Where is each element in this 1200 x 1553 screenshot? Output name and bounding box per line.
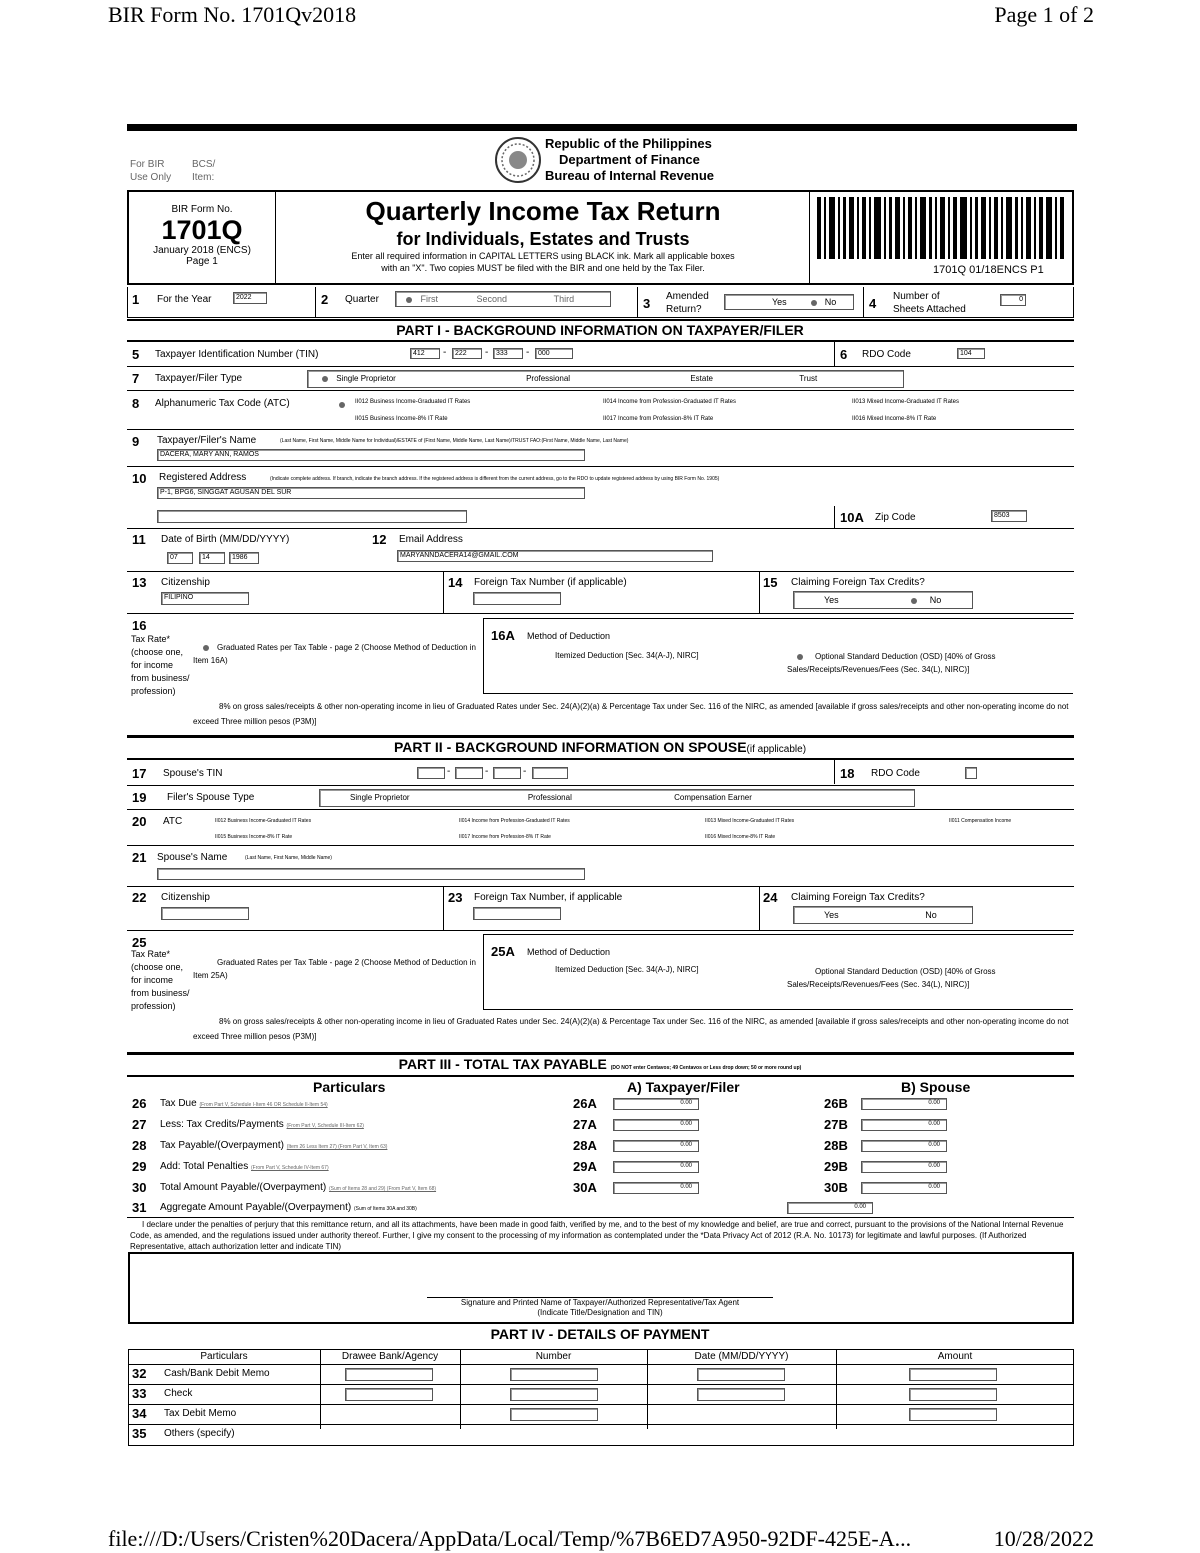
dob-day[interactable]: 14 [199, 552, 225, 564]
print-footer-right: 10/28/2022 [993, 1526, 1094, 1551]
amended-no-radio[interactable] [811, 300, 817, 306]
row-code-a: 27A [573, 1117, 597, 1132]
print-footer-left: file:///D:/Users/Cristen%20Dacera/AppData/Local/Temp/%7B6ED7A950-92DF-425E-A... [108, 1526, 912, 1551]
payment-row-number: 33 [132, 1386, 147, 1401]
row-label: Add: Total Penalties (From Part V, Schedule IV-Item 67) [160, 1161, 329, 1172]
spouse-citizenship-field[interactable] [161, 907, 249, 920]
spouse-name-field[interactable] [157, 868, 585, 880]
spouse-type-selector[interactable]: Single Proprietor Professional Compensation Earner [319, 789, 915, 807]
print-header-left: BIR Form No. 1701Qv2018 [108, 2, 357, 27]
row-code-b: 30B [824, 1180, 848, 1195]
year-field[interactable]: 2022 [233, 292, 267, 304]
payment-number-field[interactable] [510, 1368, 598, 1381]
row-number: 26 [132, 1096, 147, 1111]
dob-month[interactable]: 07 [167, 552, 193, 564]
spouse-tin-part2[interactable] [455, 767, 483, 779]
quarter-first-radio[interactable] [406, 297, 412, 303]
address-line2-field[interactable] [157, 510, 467, 523]
rdo-field[interactable]: 104 [957, 348, 985, 359]
payment-row-label: Cash/Bank Debit Memo [164, 1368, 270, 1379]
tin-part4[interactable]: 000 [535, 348, 573, 359]
form-number: 1701Q [161, 215, 243, 245]
payment-row-label: Check [164, 1388, 193, 1399]
spouse-rdo-field[interactable] [965, 767, 977, 779]
amended-selector[interactable]: Yes No [724, 294, 854, 310]
row-code-b: 28B [824, 1138, 848, 1153]
payment-number-field[interactable] [510, 1388, 598, 1401]
zip-field[interactable]: 8503 [991, 510, 1027, 522]
for-bir-use: For BIR Use Only [130, 159, 172, 183]
payment-number-field[interactable] [510, 1408, 598, 1421]
part4-title: PART IV - DETAILS OF PAYMENT [490, 1326, 710, 1342]
bcs-item: BCS/ Item: [192, 159, 216, 183]
row-code-a: 30A [573, 1180, 597, 1195]
spouse-tin-part4[interactable] [532, 767, 568, 779]
form-subtitle: for Individuals, Estates and Trusts [396, 229, 690, 249]
quarter-selector[interactable]: First Second Third [395, 291, 611, 307]
drawee-bank-field[interactable] [345, 1388, 433, 1401]
row-number: 29 [132, 1159, 147, 1174]
declaration-text: I declare under the penalties of perjury that this remittance return, and all its attachments, have been made in good faith, verified by me, and to the best of my knowledge and belief, are true and correct, pursuant to the provisions of the National Internal Revenue Code, as amended, and the regulations issued under authority thereof. Further, I give my consent to the processing of my information as contemplated under the *Data Privacy Act of 2012 (R.A. No. 10173) for legitimate and lawful purposes. (If Authorized Representative, attach authorization letter and indicate TIN) [130, 1220, 1064, 1251]
atc-ii012-radio[interactable] [339, 402, 345, 408]
payment-row-label: Tax Debit Memo [164, 1408, 237, 1419]
part3-title: PART III - TOTAL TAX PAYABLE (DO NOT enter Centavos; 49 Centavos or Less drop down; 50 or more round up) [398, 1056, 802, 1072]
part2-title: PART II - BACKGROUND INFORMATION ON SPOUSE(if applicable) [393, 739, 807, 755]
amount-field-a[interactable]: 0.00 [613, 1140, 699, 1152]
amount-field-b[interactable]: 0.00 [861, 1119, 947, 1131]
barcode-code: 1701Q 01/18ENCS P1 [933, 264, 1044, 276]
sheets-field[interactable]: 0 [1000, 294, 1026, 306]
payment-date-field[interactable] [697, 1368, 785, 1381]
payment-amount-field[interactable] [909, 1388, 997, 1401]
payment-row-number: 34 [132, 1406, 147, 1421]
bir-seal-icon [494, 136, 542, 184]
payment-row-number: 32 [132, 1366, 147, 1381]
tin-part1[interactable]: 412 [410, 348, 440, 359]
form-title: Quarterly Income Tax Return [365, 196, 721, 226]
amount-field-b[interactable]: 0.00 [861, 1098, 947, 1110]
taxpayer-name-field[interactable]: DACERA, MARY ANN, RAMOS [157, 449, 585, 461]
email-field[interactable]: MARYANNDACERA14@GMAIL.COM [397, 550, 713, 562]
spouse-tin-part1[interactable] [417, 767, 445, 779]
payment-row-number: 35 [132, 1426, 147, 1441]
payment-amount-field[interactable] [909, 1408, 997, 1421]
row-number: 30 [132, 1180, 147, 1195]
amount-field-b[interactable]: 0.00 [861, 1140, 947, 1152]
barcode-icon [815, 197, 1067, 259]
part1-title: PART I - BACKGROUND INFORMATION ON TAXPAYER/FILER [396, 322, 804, 338]
spouse-tin-part3[interactable] [493, 767, 521, 779]
taxpayer-type-selector[interactable]: Single Proprietor Professional Estate Trust [307, 370, 904, 388]
spouse-foreign-credit-selector[interactable]: Yes No [793, 906, 973, 924]
print-header-right: Page 1 of 2 [994, 2, 1094, 27]
dob-year[interactable]: 1986 [229, 552, 259, 564]
amount-field-a[interactable]: 0.00 [613, 1098, 699, 1110]
row-code-a: 28A [573, 1138, 597, 1153]
tin-part2[interactable]: 222 [452, 348, 482, 359]
amount-field-b[interactable]: 0.00 [861, 1161, 947, 1173]
row-label: Tax Payable/(Overpayment) (Item 26 Less Item 27) (From Part V, Item 63) [160, 1140, 388, 1151]
payment-row-label: Others (specify) [164, 1428, 235, 1439]
form-number-block: BIR Form No. 1701Q January 2018 (ENCS) Page 1 [129, 204, 275, 267]
amount-field-a[interactable]: 0.00 [613, 1119, 699, 1131]
foreign-credit-selector[interactable]: Yes No [793, 591, 973, 609]
agency-name: Republic of the Philippines Department of Finance Bureau of Internal Revenue [545, 136, 715, 183]
payment-date-field[interactable] [697, 1388, 785, 1401]
row-code-a: 26A [573, 1096, 597, 1111]
row-label: Total Amount Payable/(Overpayment) (Sum of Items 28 and 29) (From Part V, Item 68) [160, 1182, 437, 1193]
top-rule [127, 124, 1077, 131]
row-number: 27 [132, 1117, 147, 1132]
aggregate-amount-field[interactable]: 0.00 [787, 1202, 873, 1214]
address-line1-field[interactable]: P-1, BPG6, SINGGAT AGUSAN DEL SUR [157, 487, 585, 499]
single-proprietor-radio[interactable] [322, 376, 328, 382]
amount-field-a[interactable]: 0.00 [613, 1161, 699, 1173]
form-title-block: Quarterly Income Tax Return for Individuals, Estates and Trusts Enter all required information in CAPITAL LETTERS using BLACK ink. Mark all applicable boxes with an "X". Two copies MUST be filed with the BIR and one held by the Tax Filer. [277, 196, 809, 274]
payment-amount-field[interactable] [909, 1368, 997, 1381]
row-number: 28 [132, 1138, 147, 1153]
row-code-a: 29A [573, 1159, 597, 1174]
foreign-tax-number-field[interactable] [473, 592, 561, 605]
tin-part3[interactable]: 333 [493, 348, 523, 359]
row-code-b: 27B [824, 1117, 848, 1132]
row-label: Tax Due (From Part V, Schedule I-Item 46 OR Schedule II-Item 54) [160, 1098, 328, 1109]
amount-field-a[interactable]: 0.00 [613, 1182, 699, 1194]
row-code-b: 26B [824, 1096, 848, 1111]
drawee-bank-field[interactable] [345, 1368, 433, 1381]
amount-field-b[interactable]: 0.00 [861, 1182, 947, 1194]
form-1701q: For BIR Use Only BCS/ Item: Republic of the Philippines Department of Finance Bureau of Internal Revenue BIR Form No. 1701Q January 2018 (ENCS) Page 1 Quarterly Income Tax Return for Individuals, Estates and Trusts Enter all required information in CAPITAL LETTERS using BLACK ink. Mark all applicable boxes with an "X". Two copies MUST be filed with the BIR and one held by the Tax Filer. 1701Q 01/18ENCS P1 1 For the Year 2022 2 Quarter First Second Third 3 Amended Return? Yes No 4 Number of Sheets Attached 0 PART I - BACKGROUND INFORMATION ON TAXPAYER/FILER 5 Taxpayer Identification Number (TIN) 412 - 222 - 333 - 000 6 RDO Code 104 7 Taxpayer/Filer Type Single Proprietor Professional Estate Trust 8 Alphanumeric Tax Code (ATC) II012 Business Income-Graduated IT Rates II015 Business Income-8% IT Rate II014 Income from Profession-Graduated IT Rates II017 Income from Profession-8% IT Rate II013 Mixed Income-Graduated IT Rates II016 Mixed Income-8% IT Rate 9 Taxpayer/Filer's Name (Last Name, First Name, Middle Name for Individual)/ESTATE of (First Name, Middle Name, Last Name)/TRUST FAO:(First Name, Middle Name, Last Name) DACERA, MARY ANN, RAMOS 10 Registered Address (Indicate complete address. If branch, indicate the branch address. If the registered address is different from the current address, go to the RDO to update registered address by using BIR Form No. 1905) P-1, BPG6, SINGGAT AGUSAN DEL SUR 10A Zip Code 8503 11 Date of Birth (MM/DD/YYYY) 07 14 1986 12 Email Address MARYANNDACERA14@GMAIL.COM 13 Citizenship FILIPINO 14 Foreign Tax Number (if applicable) 15 Claiming Foreign Tax Credits? Yes No 16 Tax Rate* (choose one, for income from business/ profession) Graduated Rates per Tax Table - page 2 (Choose Method of Deduction in Item 16A) 16A Method of Deduction Itemized Deduction [Sec. 34(A-J), NIRC] Optional Standard Deduction (OSD) [40% of Gross Sales/Receipts/Revenues/Fees (Sec. 34(L), NIRC)] 8% on gross sales/receipts & other non-operating income in lieu of Graduated Rates under Sec. 24(A)(2)(a) & Percentage Tax under Sec. 116 of the NIRC, as amended [available if gross sales/receipts and other non-operating income do not exceed Three million pesos (P3M)] PART II - BACKGROUND INFORMATION ON SPOUSE(if applicable) 17 Spouse's TIN - - - 18 RDO Code 19 Filer's Spouse Type Single Proprietor Professional Compensation Earner 20 ATC II012 Business Income-Graduated IT Rates II015 Business Income-8% IT Rate II014 Income from Profession-Graduated IT Rates II017 Income from Profession-8% IT Rate II013 Mixed Income-Graduated IT Rates II016 Mixed Income-8% IT Rate II011 Compensation Income 21 Spouse's Name (Last Name, First Name, Middle Name) 22 Citizenship 23 Foreign Tax Number, if applicable 24 Claiming Foreign Tax Credits? Yes No 25 Tax Rate* (choose one, for income from business/ profession) Graduated Rates per Tax Table - page 2 (Choose Method of Deduction in Item 25A) 25A Method of Deduction Itemized Deduction [Sec. 34(A-J), NIRC] Optional Standard Deduction (OSD) [40% of Gross Sales/Receipts/Revenues/Fees (Sec. 34(L), NIRC)] 8% on gross sales/receipts & other non-operating income in lieu of Graduated Rates under Sec. 24(A)(2)(a) & Percentage Tax under Sec. 116 of the NIRC, as amended [available if gross sales/receipts and other non-operating income do not exceed Three million pesos (P3M)] PART III - TOTAL TAX PAYABLE (DO NOT enter Centavos; 49 Centavos or Less drop down; 50 or more round up) Particulars A) Taxpayer/Filer B) Spouse 26 Tax Due (From Part V, Schedule I-Item 46 OR Schedule II-Item 54) 26A 0.00 26B 0.00 27 Less: Tax Credits/Payments (From Part V, Schedule III-Item 62) 27A 0.00 27B 0.00 28 Tax Payable/(Overpayment) (Item 26 Less Item 27) (From Part V, Item 63) 28A 0.00 28B 0.00 29 Add: Total Penalties (From Part V, Schedule IV-Item 67) 29A 0.00 29B 0.00 30 Total Amount Payable/(Overpayment) (Sum of Items 28 and 29) (From Part V, Item 68) 30A 0.00 30B 0.00 31 Aggregate Amount Payable/(Overpayment) (Sum of Items 30A and 30B) 0.00 I declare under the penalties of perjury that this remittance return, and all its attachments, have been made in good faith, verified by me, and to the best of my knowledge and belief, are true and correct, pursuant to the provisions of the National Internal Revenue Code, as amended, and the regulations issued under authority thereof. Further, I give my consent to the processing of my information as contemplated under the *Data Privacy Act of 2012 (R.A. No. 10173) for legitimate and lawful purposes. (If Authorized Representative, attach authorization letter and indicate TIN) Signature and Printed Name of Taxpayer/Authorized Representative/Tax Agent (Indicate Title/Designation and TIN) PART IV - DETAILS OF PAYMENT Particulars Drawee Bank/Agency Number Date (MM/DD/YYYY) Amount 32 Cash/Bank Debit Memo 33 Check 34 Tax Debit Memo 35 Others (specify) [127, 124, 1075, 1446]
row-code-b: 29B [824, 1159, 848, 1174]
foreign-credit-no-radio[interactable] [911, 598, 917, 604]
row-label: Less: Tax Credits/Payments (From Part V, Schedule III-Item 62) [160, 1119, 364, 1130]
spouse-foreign-tax-number-field[interactable] [473, 907, 561, 920]
citizenship-field[interactable]: FILIPINO [161, 592, 249, 605]
